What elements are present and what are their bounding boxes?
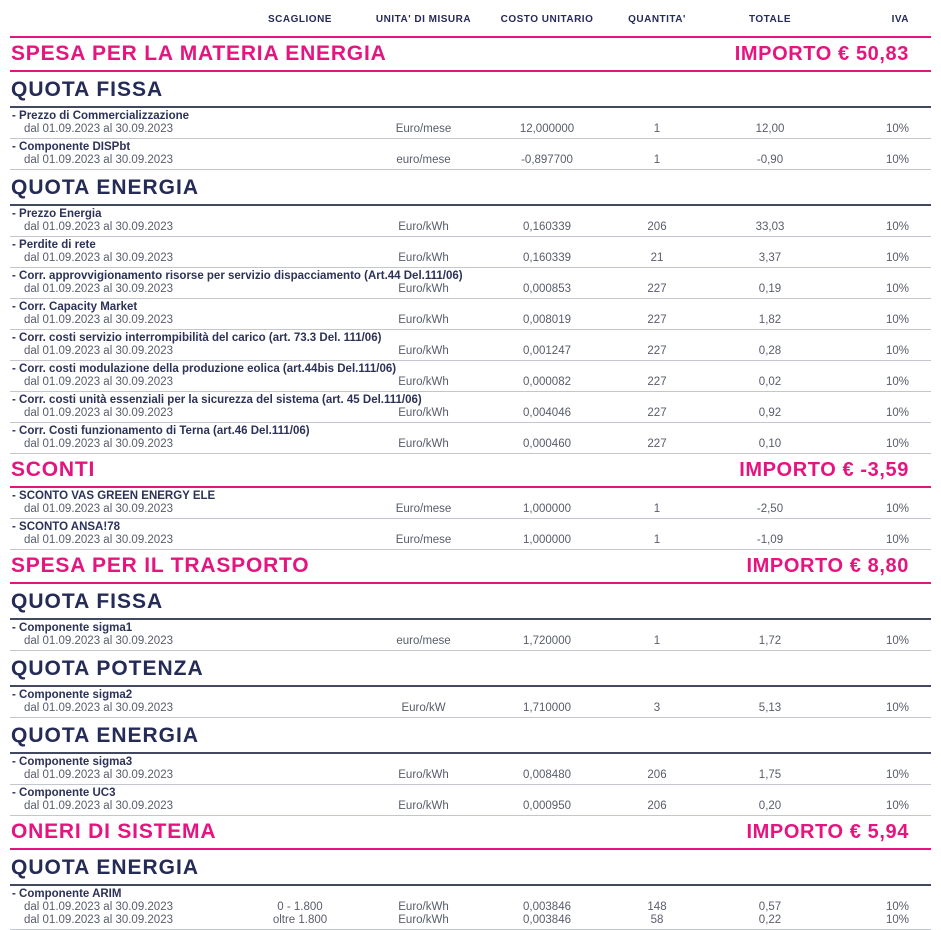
cell-unita-misura: Euro/mese <box>395 503 452 515</box>
cell-totale: 0,57 <box>758 901 782 913</box>
table-row <box>10 237 931 268</box>
cell-totale: -1,09 <box>756 534 784 546</box>
group-heading: QUOTA FISSA <box>10 584 931 620</box>
table-row <box>10 423 931 454</box>
cell-totale: 12,00 <box>755 123 785 135</box>
cell-costo-unitario: 0,003846 <box>523 901 571 913</box>
cell-iva: 10% <box>885 283 909 295</box>
cell-totale: -2,50 <box>756 503 784 515</box>
row-period: dal 01.09.2023 al 30.09.2023 <box>24 283 173 295</box>
row-period: dal 01.09.2023 al 30.09.2023 <box>24 769 173 781</box>
cell-scaglione: oltre 1.800 <box>272 914 328 926</box>
row-name: - Corr. costi unità essenziali per la sicurezza del sistema (art. 45 Del.111/06) <box>12 394 422 406</box>
table-row <box>10 330 931 361</box>
section-header <box>10 38 931 72</box>
cell-costo-unitario: 1,000000 <box>523 534 571 546</box>
cell-totale: 1,82 <box>758 314 782 326</box>
table-row <box>10 687 931 718</box>
cell-quantita: 1 <box>653 534 661 546</box>
cell-quantita: 206 <box>647 800 667 812</box>
cell-totale: 0,02 <box>758 376 782 388</box>
row-name: - Prezzo Energia <box>12 208 102 220</box>
group-heading: QUOTA ENERGIA <box>10 850 931 886</box>
cell-unita-misura: euro/mese <box>396 154 451 166</box>
section-title: SPESA PER LA MATERIA ENERGIA <box>11 42 387 65</box>
row-values <box>10 901 931 914</box>
bill-sections <box>10 38 931 930</box>
row-name: - Corr. Capacity Market <box>12 301 138 313</box>
table-row <box>10 886 931 930</box>
cell-unita-misura: Euro/kWh <box>398 221 449 233</box>
row-period: dal 01.09.2023 al 30.09.2023 <box>24 503 173 515</box>
group-heading: QUOTA FISSA <box>10 72 931 108</box>
cell-iva: 10% <box>885 503 909 515</box>
cell-costo-unitario: 12,000000 <box>519 123 575 135</box>
group-heading: QUOTA POTENZA <box>10 651 931 687</box>
cell-iva: 10% <box>885 769 909 781</box>
table-row <box>10 488 931 519</box>
row-period: dal 01.09.2023 al 30.09.2023 <box>24 438 173 450</box>
cell-iva: 10% <box>885 914 909 926</box>
cell-unita-misura: Euro/kWh <box>398 901 449 913</box>
section-importo-amount: IMPORTO € 5,94 <box>746 821 909 843</box>
cell-unita-misura: Euro/kWh <box>398 407 449 419</box>
cell-costo-unitario: 0,000950 <box>523 800 571 812</box>
cell-iva: 10% <box>885 221 909 233</box>
cell-quantita: 1 <box>653 154 661 166</box>
cell-quantita: 1 <box>653 123 661 135</box>
cell-unita-misura: Euro/kWh <box>398 314 449 326</box>
cell-totale: 5,13 <box>758 702 782 714</box>
row-name: - Prezzo di Commercializzazione <box>12 110 190 122</box>
row-values <box>10 221 931 234</box>
cell-quantita: 227 <box>647 345 667 357</box>
cell-costo-unitario: 1,720000 <box>523 635 571 647</box>
cell-quantita: 227 <box>647 283 667 295</box>
row-name: - Componente ARIM <box>12 888 122 900</box>
cell-totale: 3,37 <box>758 252 782 264</box>
section-title: SCONTI <box>11 458 96 481</box>
row-name: - Corr. approvvigionamento risorse per servizio dispacciamento (Art.44 Del.111/06) <box>12 270 463 282</box>
cell-costo-unitario: 0,000853 <box>523 283 571 295</box>
row-name: - Componente sigma3 <box>12 756 133 768</box>
row-values <box>10 283 931 296</box>
table-row <box>10 268 931 299</box>
cell-quantita: 148 <box>647 901 667 913</box>
cell-unita-misura: Euro/mese <box>395 123 452 135</box>
cell-costo-unitario: 0,160339 <box>523 221 571 233</box>
cell-unita-misura: Euro/kWh <box>398 800 449 812</box>
cell-unita-misura: Euro/kWh <box>398 345 449 357</box>
table-row <box>10 392 931 423</box>
row-values <box>10 635 931 648</box>
cell-costo-unitario: 0,008019 <box>523 314 571 326</box>
section-header <box>10 454 931 488</box>
cell-costo-unitario: 1,710000 <box>523 702 571 714</box>
row-period: dal 01.09.2023 al 30.09.2023 <box>24 901 173 913</box>
row-name: - Corr. costi servizio interrompibilità del carico (art. 73.3 Del. 111/06) <box>12 332 382 344</box>
row-name: - Perdite di rete <box>12 239 96 251</box>
row-name: - Corr. Costi funzionamento di Terna (art.46 Del.111/06) <box>12 425 310 437</box>
row-period: dal 01.09.2023 al 30.09.2023 <box>24 252 173 264</box>
row-values <box>10 503 931 516</box>
column-header-costo-unitario: COSTO UNITARIO <box>500 14 594 25</box>
row-period: dal 01.09.2023 al 30.09.2023 <box>24 345 173 357</box>
row-values <box>10 769 931 782</box>
column-header-quantita: QUANTITA' <box>628 14 686 25</box>
cell-quantita: 58 <box>650 914 664 926</box>
cell-costo-unitario: 0,000460 <box>523 438 571 450</box>
row-values <box>10 154 931 167</box>
row-values <box>10 702 931 715</box>
cell-unita-misura: euro/mese <box>396 635 451 647</box>
cell-totale: 0,20 <box>758 800 782 812</box>
column-header-unita-di-misura: UNITA' DI MISURA <box>375 14 472 25</box>
row-name: - SCONTO VAS GREEN ENERGY ELE <box>12 490 216 502</box>
cell-iva: 10% <box>885 800 909 812</box>
cell-unita-misura: Euro/mese <box>395 534 452 546</box>
row-values <box>10 314 931 327</box>
column-header-totale: TOTALE <box>748 14 792 25</box>
row-name: - SCONTO ANSA!78 <box>12 521 120 533</box>
row-period: dal 01.09.2023 al 30.09.2023 <box>24 154 173 166</box>
cell-quantita: 227 <box>647 314 667 326</box>
section-importo-amount: IMPORTO € 8,80 <box>746 555 909 577</box>
row-period: dal 01.09.2023 al 30.09.2023 <box>24 702 173 714</box>
section-title: SPESA PER IL TRASPORTO <box>11 554 310 577</box>
cell-totale: 0,19 <box>758 283 782 295</box>
cell-iva: 10% <box>885 252 909 264</box>
table-row <box>10 361 931 392</box>
cell-unita-misura: Euro/kWh <box>398 438 449 450</box>
row-values <box>10 438 931 451</box>
cell-iva: 10% <box>885 438 909 450</box>
row-period: dal 01.09.2023 al 30.09.2023 <box>24 800 173 812</box>
row-values <box>10 252 931 265</box>
cell-quantita: 1 <box>653 635 661 647</box>
column-header-scaglione: SCAGLIONE <box>268 14 332 25</box>
section-header <box>10 550 931 584</box>
cell-iva: 10% <box>885 154 909 166</box>
cell-costo-unitario: 0,000082 <box>523 376 571 388</box>
row-name: - Componente DISPbt <box>12 141 131 153</box>
cell-costo-unitario: 0,004046 <box>523 407 571 419</box>
cell-totale: 1,75 <box>758 769 782 781</box>
cell-costo-unitario: 0,160339 <box>523 252 571 264</box>
cell-totale: 1,72 <box>758 635 782 647</box>
section-title: ONERI DI SISTEMA <box>11 820 217 843</box>
cell-unita-misura: Euro/kW <box>401 702 446 714</box>
row-period: dal 01.09.2023 al 30.09.2023 <box>24 635 173 647</box>
table-row <box>10 754 931 785</box>
cell-iva: 10% <box>885 702 909 714</box>
cell-costo-unitario: -0,897700 <box>521 154 573 166</box>
row-name: - Corr. costi modulazione della produzione eolica (art.44bis Del.111/06) <box>12 363 397 375</box>
row-period: dal 01.09.2023 al 30.09.2023 <box>24 314 173 326</box>
row-period: dal 01.09.2023 al 30.09.2023 <box>24 123 173 135</box>
cell-costo-unitario: 0,001247 <box>523 345 571 357</box>
cell-totale: 0,92 <box>758 407 782 419</box>
group-heading: QUOTA ENERGIA <box>10 718 931 754</box>
section-importo-amount: IMPORTO € 50,83 <box>734 43 909 65</box>
cell-iva: 10% <box>885 123 909 135</box>
cell-iva: 10% <box>885 901 909 913</box>
row-values <box>10 123 931 136</box>
cell-totale: 0,22 <box>758 914 782 926</box>
section-header <box>10 816 931 850</box>
cell-unita-misura: Euro/kWh <box>398 769 449 781</box>
cell-iva: 10% <box>885 376 909 388</box>
row-period: dal 01.09.2023 al 30.09.2023 <box>24 407 173 419</box>
row-values <box>10 914 931 927</box>
column-header-iva: IVA <box>891 14 909 25</box>
row-values <box>10 800 931 813</box>
cell-quantita: 227 <box>647 407 667 419</box>
cell-iva: 10% <box>885 534 909 546</box>
cell-quantita: 21 <box>650 252 664 264</box>
cell-iva: 10% <box>885 635 909 647</box>
cell-quantita: 227 <box>647 438 667 450</box>
row-period: dal 01.09.2023 al 30.09.2023 <box>24 221 173 233</box>
table-row <box>10 299 931 330</box>
row-period: dal 01.09.2023 al 30.09.2023 <box>24 534 173 546</box>
table-row <box>10 206 931 237</box>
cell-unita-misura: Euro/kWh <box>398 252 449 264</box>
row-name: - Componente sigma2 <box>12 689 133 701</box>
cell-quantita: 1 <box>653 503 661 515</box>
group-heading: QUOTA ENERGIA <box>10 170 931 206</box>
cell-totale: -0,90 <box>756 154 784 166</box>
cell-iva: 10% <box>885 345 909 357</box>
table-row <box>10 139 931 170</box>
cell-iva: 10% <box>885 407 909 419</box>
cell-unita-misura: Euro/kWh <box>398 376 449 388</box>
cell-scaglione: 0 - 1.800 <box>277 901 323 913</box>
cell-quantita: 227 <box>647 376 667 388</box>
cell-unita-misura: Euro/kWh <box>398 914 449 926</box>
table-row <box>10 620 931 651</box>
cell-totale: 0,10 <box>758 438 782 450</box>
cell-costo-unitario: 1,000000 <box>523 503 571 515</box>
row-values <box>10 534 931 547</box>
cell-totale: 0,28 <box>758 345 782 357</box>
row-name: - Componente sigma1 <box>12 622 133 634</box>
row-values <box>10 345 931 358</box>
cell-totale: 33,03 <box>755 221 785 233</box>
row-values <box>10 376 931 389</box>
cell-unita-misura: Euro/kWh <box>398 283 449 295</box>
cell-costo-unitario: 0,003846 <box>523 914 571 926</box>
cell-quantita: 3 <box>653 702 661 714</box>
table-row <box>10 519 931 550</box>
table-row <box>10 108 931 139</box>
row-values <box>10 407 931 420</box>
cell-costo-unitario: 0,008480 <box>523 769 571 781</box>
section-importo-amount: IMPORTO € -3,59 <box>739 459 909 481</box>
table-column-headers <box>10 14 931 38</box>
row-period: dal 01.09.2023 al 30.09.2023 <box>24 376 173 388</box>
row-period: dal 01.09.2023 al 30.09.2023 <box>24 914 173 926</box>
cell-quantita: 206 <box>647 221 667 233</box>
cell-quantita: 206 <box>647 769 667 781</box>
table-row <box>10 785 931 816</box>
cell-iva: 10% <box>885 314 909 326</box>
row-name: - Componente UC3 <box>12 787 116 799</box>
